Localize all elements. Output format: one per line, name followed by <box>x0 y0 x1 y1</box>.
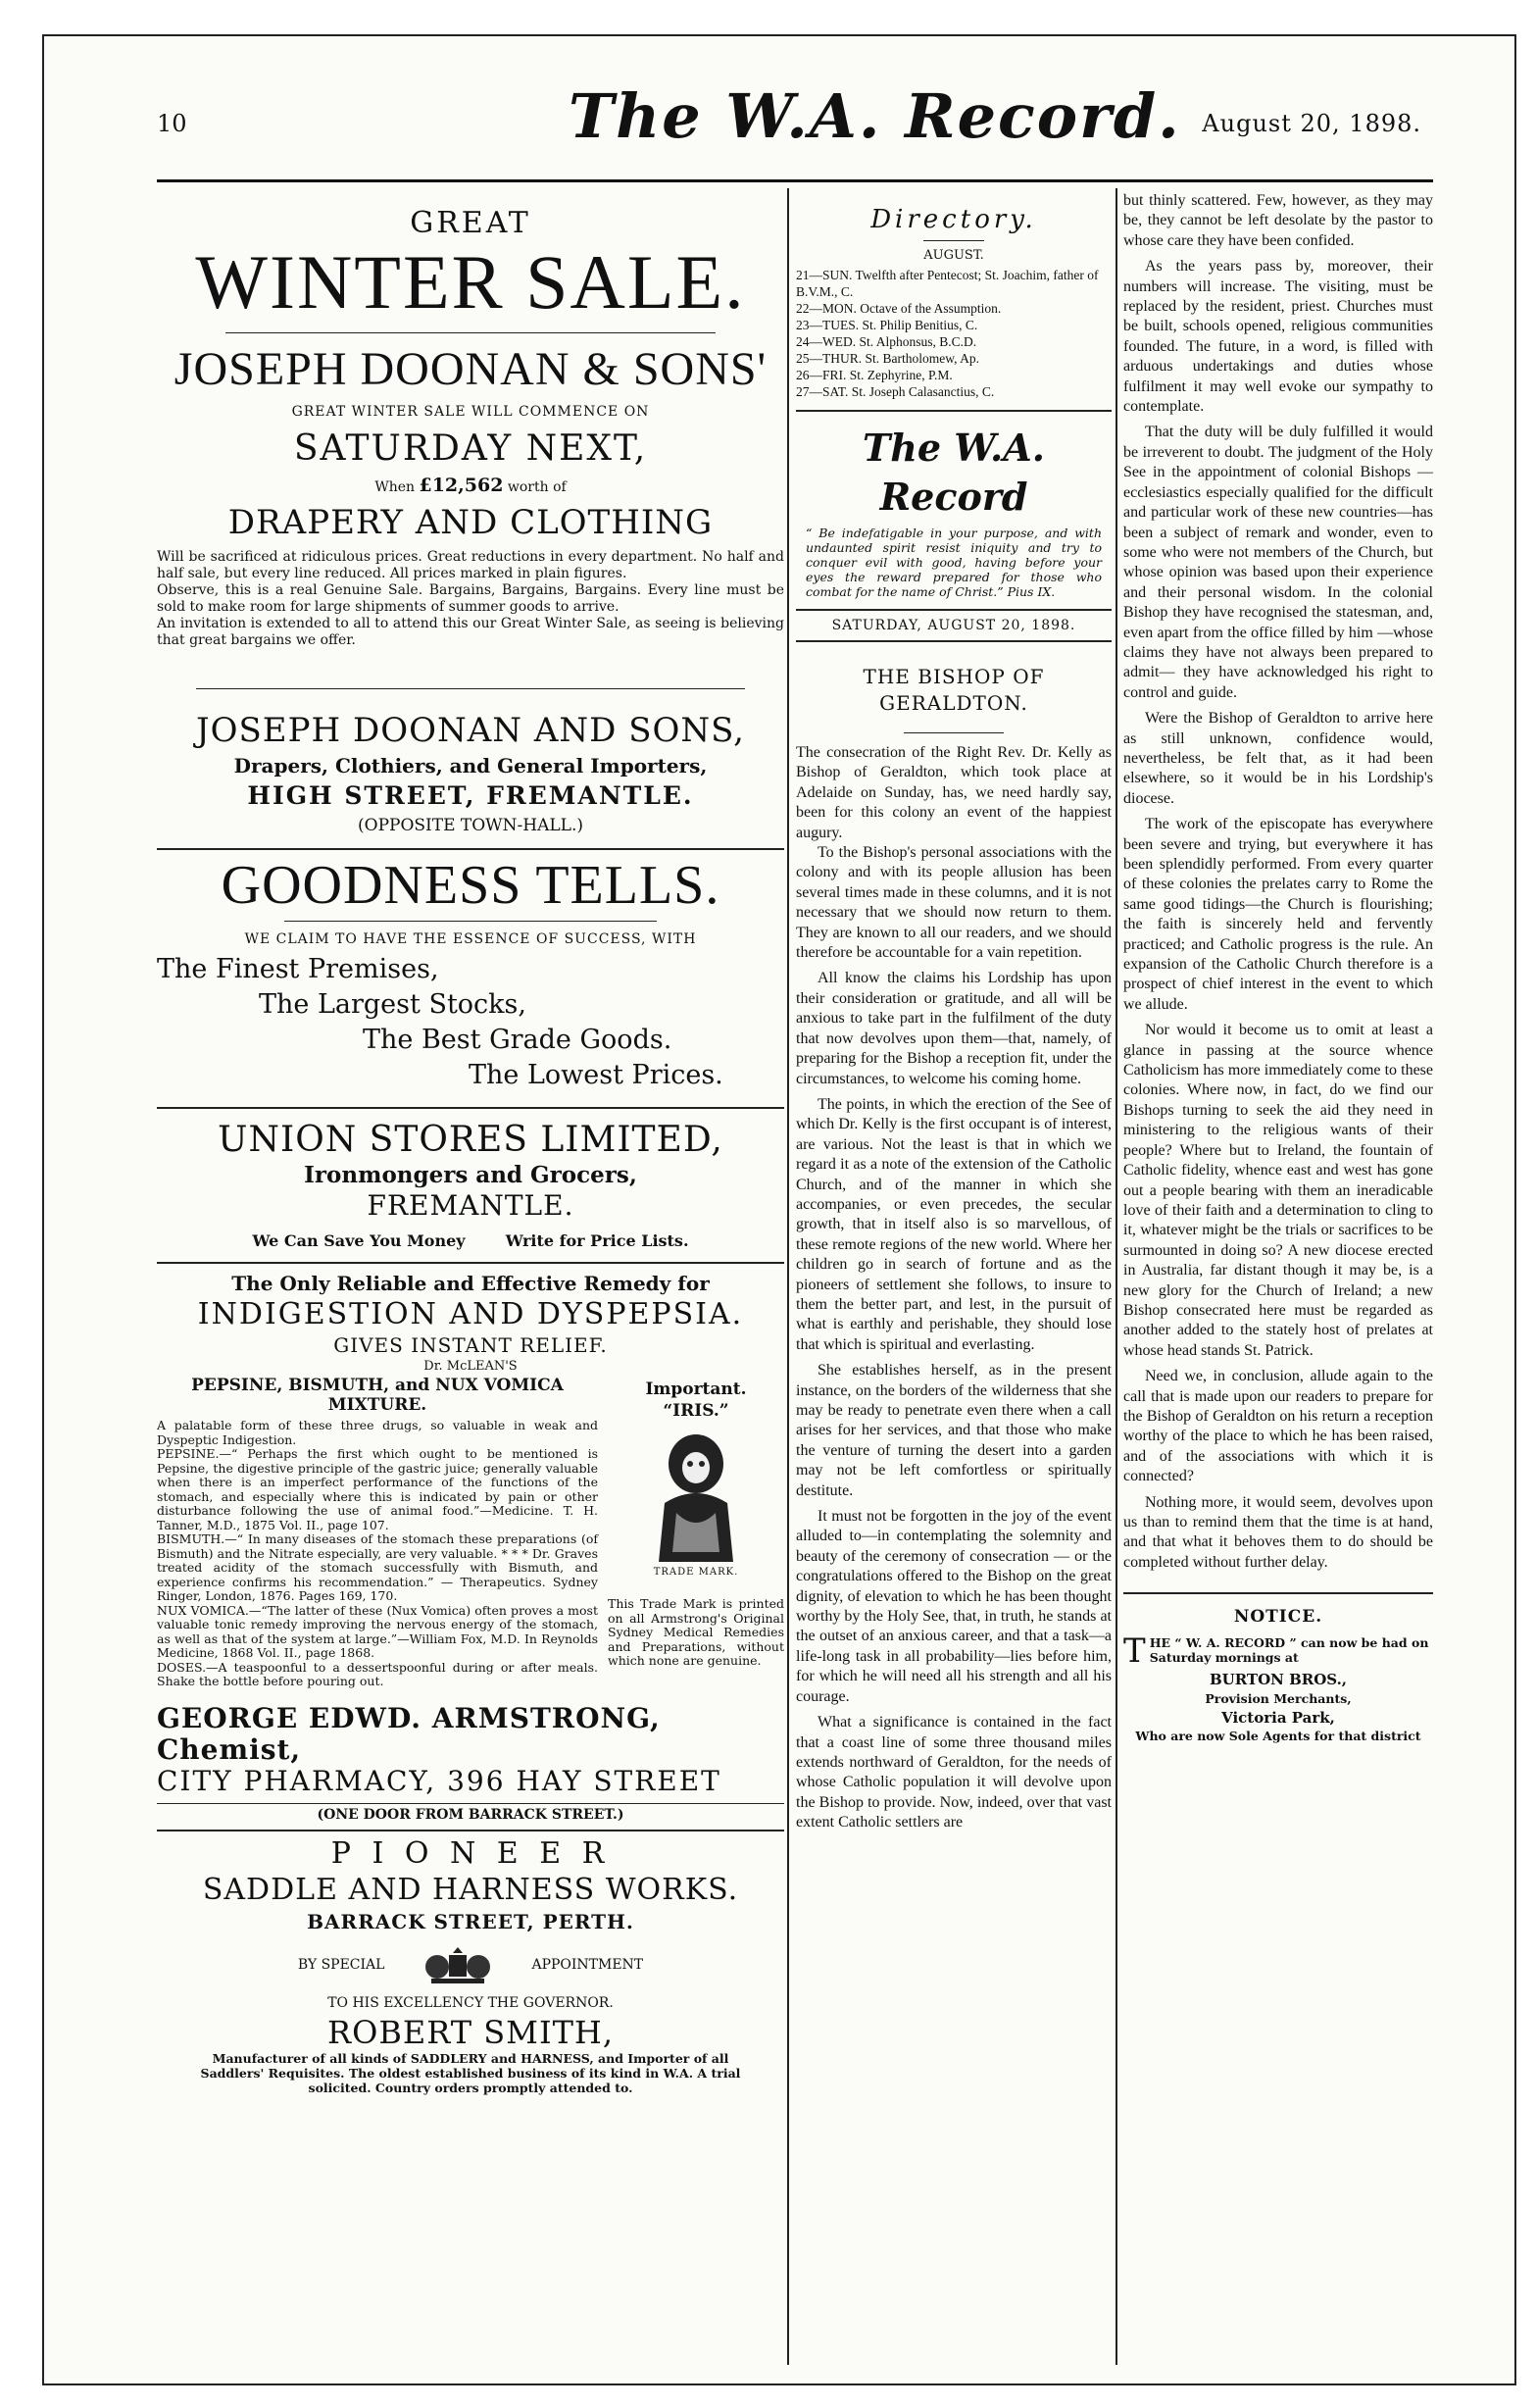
ad-governor: TO HIS EXCELLENCY THE GOVERNOR. <box>327 1994 614 2011</box>
ad-union-trade: Ironmongers and Grocers, <box>304 1162 637 1188</box>
divider <box>196 688 745 689</box>
ad-para-2: Observe, this is a real Genuine Sale. Bargains, Bargains, Bargains. Every line must be sold to make room for large shipments of summer goods to arrive. <box>157 582 784 615</box>
article-paragraph: As the years pass by, moreover, their numbers will increase. The visiting, must be replaced by the resident, priest. Churches must be built, schools opened, religious communities founded. The future, in a word, is filled with arduous undertakings and duties whose fulfilment it may well evoke our sympathy to contemplate. <box>1123 258 1433 416</box>
record-title: The W.A. Record <box>862 426 1045 519</box>
trade-mark-box <box>608 1376 784 1689</box>
ad-nux-quote: NUX VOMICA.—“The latter of these (Nux Vomica) often proves a most valuable tonic remedy improving the nervous energy of the stomach, as well as that of the system at large.”—William Fox, M.D. In Reynolds Medicine, 1868 Vol. II., page 1868. <box>157 1602 598 1660</box>
article-paragraph: To the Bishop's personal associations with the colony and with its people allusion has been several times made in these columns, and it is not necessary that we should now return to them. They are known to all our readers, and we should therefore be accountable for a vain repetition. <box>796 844 1112 962</box>
ad-appointment-row <box>157 1943 784 1986</box>
ad-doses: DOSES.—A teaspoonful to a dessertspoonful during or after meals. Shake the bottle before pouring out. <box>157 1659 598 1688</box>
ad-day: SATURDAY NEXT, <box>293 428 648 469</box>
ad-claim: WE CLAIM TO HAVE THE ESSENCE OF SUCCESS, WITH <box>244 931 697 947</box>
ad-union-footer <box>157 1230 784 1252</box>
goodness-line: The Lowest Prices. <box>469 1060 723 1090</box>
ad-write: Write for Price Lists. <box>505 1231 689 1250</box>
pioneer-ad <box>157 1835 784 2095</box>
ad-opposite: (OPPOSITE TOWN-HALL.) <box>358 816 583 835</box>
divider <box>284 921 657 922</box>
notice-text-2: Who are now Sole Agents for that district <box>1135 1729 1421 1744</box>
article-paragraph: Nothing more, it would seem, devolves upon us than to remind them that the time is at hand, and that what it behoves them to do should be completed without further delay. <box>1123 1493 1433 1571</box>
divider <box>904 732 1004 733</box>
ad-pepsine-maker: Dr. McLEAN'S <box>423 1359 518 1374</box>
ad-firm-name-2: JOSEPH DOONAN AND SONS, <box>196 711 745 750</box>
ad-great: GREAT <box>410 206 531 240</box>
worth-amount: £12,562 <box>419 475 504 496</box>
ad-union-stores: UNION STORES LIMITED, <box>218 1120 723 1160</box>
advert-column <box>157 201 784 2095</box>
ad-by-special: BY SPECIAL <box>297 1956 385 1973</box>
article-paragraph: It must not be forgotten in the joy of the event alluded to—in contemplating the solemnity and beauty of the ceremony of consecration — or the congratulations offered to the Bishop on the great dignity, of elevation to which he has been thought worthy by the Holy See, that, in truth, he stands at the outset of an anxious career, and that a task—a life-long task in all probability—lies before him, for which he will need all his strength and all his courage. <box>796 1508 1112 1705</box>
ad-para-3: An invitation is extended to all to attend this our Great Winter Sale, as seeing is believing that great bargains we offer. <box>157 616 784 648</box>
goodness-ad <box>157 852 784 1252</box>
ad-goods: DRAPERY AND CLOTHING <box>227 503 714 542</box>
iris-trade-mark-icon <box>637 1425 755 1567</box>
ad-trade: Drapers, Clothiers, and General Importers, <box>233 754 708 778</box>
ad-pioneer-desc: Manufacturer of all kinds of SADDLERY and HARNESS, and Importer of all Saddlers' Requisites. The oldest established business of its kind in W.A. A trial solicited. Country orders promptly attended to. <box>200 2050 741 2095</box>
divider <box>225 332 716 333</box>
ad-robert-smith: ROBERT SMITH, <box>327 2013 614 2051</box>
article-paragraph: What a significance is contained in the fact that a coast line of some three thousand miles extends northward of Geraldton, for the needs of whose Catholic population it will devolve upon the Bishop to provide. Now, indeed, over that vast extent Catholic settlers are <box>796 1714 1112 1831</box>
ad-pioneer-street: BARRACK STREET, PERTH. <box>307 1909 634 1933</box>
masthead-date: August 20, 1898. <box>1202 110 1421 137</box>
masthead <box>157 78 1421 176</box>
pepsine-ad <box>157 1270 784 1826</box>
article-paragraph: All know the claims his Lordship has upon their consideration or gratitude, and all will be anxious to take part in the fulfilment of the duty that now devolves upon them—that, namely, of preparing for the Bishop a reception fit, under the circumstances, to welcome his coming home. <box>796 970 1112 1087</box>
ad-trade-mark-label: TRADE MARK. <box>653 1567 739 1578</box>
directory-entry: 27—SAT. St. Joseph Calasanctius, C. <box>796 384 995 399</box>
column-rule-right <box>1116 188 1117 2365</box>
ad-iris: “IRIS.” <box>663 1401 729 1421</box>
ad-pharmacy: CITY PHARMACY, 396 HAY STREET <box>157 1764 721 1797</box>
directory-entry: 21—SUN. Twelfth after Pentecost; St. Joachim, father of B.V.M., C. <box>796 268 1099 299</box>
ad-pepsine-headline: INDIGESTION AND DYSPEPSIA. <box>197 1297 744 1331</box>
goodness-lines <box>157 952 784 1093</box>
article-paragraph: Need we, in conclusion, allude again to the call that is made upon our readers to prepare for the Bishop of Geraldton on his return a reception worthy of the place to which he has been raised, and of the associations with which it is connected? <box>1123 1368 1433 1485</box>
article-title: THE BISHOP OF GERALDTON. <box>863 665 1045 715</box>
notice-heading: NOTICE. <box>1233 1607 1323 1628</box>
notice-text <box>1123 1631 1433 1672</box>
ad-pioneer-works: SADDLE AND HARNESS WORKS. <box>202 1872 739 1907</box>
directory-entry: 26—FRI. St. Zephyrine, P.M. <box>796 368 953 382</box>
ad-important: Important. <box>645 1380 747 1399</box>
directory-entry: 23—TUES. St. Philip Benitius, C. <box>796 318 978 332</box>
article-paragraph: but thinly scattered. Few, however, as they may be, they cannot be left desolate by the pastor to whose care they have been confided. <box>1123 192 1433 249</box>
right-column <box>1123 191 1433 1743</box>
goodness-line: The Finest Premises, <box>157 954 439 984</box>
directory-heading: Directory. <box>870 205 1037 234</box>
divider <box>157 1262 784 1264</box>
ad-save: We Can Save You Money <box>252 1231 466 1250</box>
masthead-rule <box>157 179 1433 182</box>
ad-appointment: APPOINTMENT <box>531 1956 644 1973</box>
worth-prefix: When <box>374 479 416 495</box>
directory-month: AUGUST. <box>923 248 984 263</box>
notice-place: Victoria Park, <box>1221 1709 1335 1728</box>
goodness-line: The Best Grade Goods. <box>363 1025 672 1055</box>
royal-arms-icon <box>423 1943 492 1986</box>
divider <box>157 1107 784 1109</box>
article-right-text <box>1123 191 1433 1573</box>
ad-pepsine-product: PEPSINE, BISMUTH, and NUX VOMICA MIXTURE. <box>191 1376 564 1415</box>
article-paragraph: She establishes herself, as in the present instance, on the borders of the wilderness that she may be ready to penetrate even there when a call arises for her services, and that those who make the venture of turning the desert into a garden may not be left comfortless or spiritually destitute. <box>796 1362 1112 1499</box>
divider <box>1123 1592 1433 1594</box>
divider <box>157 1830 784 1831</box>
page-number: 10 <box>157 110 187 137</box>
masthead-title: The W.A. Record. <box>569 80 1181 152</box>
divider <box>796 640 1112 642</box>
directory-entry: 24—WED. St. Alphonsus, B.C.D. <box>796 334 977 349</box>
ad-trade-note: This Trade Mark is printed on all Armstrong's Original Sydney Medical Remedies and Preparations, without which none are genuine. <box>608 1596 784 1668</box>
notice-text-1: HE “ W. A. RECORD ” can now be had on Saturday mornings at <box>1149 1635 1429 1666</box>
divider <box>796 410 1112 412</box>
notice-initial: T <box>1123 1631 1146 1672</box>
divider <box>157 848 784 850</box>
ad-commence: GREAT WINTER SALE WILL COMMENCE ON <box>291 404 650 420</box>
ad-pepsine-quote: PEPSINE.—“ Perhaps the first which ought to be mentioned is Pepsine, the digestive principle of the gastric juice; generally valuable when there is an imperfect performance of the functions of the stomach, and especially where this is indicated by pain or other disturbance following the use of animal food.”—Medicine. T. H. Tanner, M.D., 1875 Vol. II., page 107. <box>157 1446 598 1532</box>
ad-pepsine-intro: The Only Reliable and Effective Remedy for <box>231 1272 710 1295</box>
winter-sale-ad <box>157 206 784 838</box>
notice-merchant: BURTON BROS., <box>1209 1671 1348 1689</box>
ad-chemist-line <box>157 1703 784 1797</box>
record-date: SATURDAY, AUGUST 20, 1898. <box>831 618 1076 633</box>
directory-list <box>796 267 1112 400</box>
ad-goodness-headline: GOODNESS TELLS. <box>221 855 720 916</box>
ad-street: HIGH STREET, FREMANTLE. <box>247 781 694 810</box>
article-paragraph: The work of the episcopate has everywhere been severe and trying, but everywhere it has been splendidly performed. From every quarter of these colonies the prelates carry to Rome the same good tidings—the Church is flourishing; the faith is sincerely held and fervently practiced; and Catholic progress is the rule. An expansion of the Catholic Church therefore is a prospect of chief interest in the event to which we allude. <box>1123 816 1433 1013</box>
ad-worth <box>157 477 784 496</box>
article-paragraph: Were the Bishop of Geraldton to arrive here as still unknown, confidence would, nevertheless, be felt that, as it had been elsewhere, so it would be in his Lordship's diocese. <box>1123 710 1433 807</box>
ad-para-1: Will be sacrificed at ridiculous prices. Great reductions in every department. No half and half sale, but every line reduced. All prices marked in plain figures. <box>157 549 784 581</box>
ad-union-town: FREMANTLE. <box>367 1189 574 1222</box>
ad-pepsine-relief: GIVES INSTANT RELIEF. <box>333 1333 608 1357</box>
goodness-line: The Largest Stocks, <box>259 989 526 1020</box>
article-paragraph: The consecration of the Right Rev. Dr. Kelly as Bishop of Geraldton, which took place at Adelaide on Sunday, has, we need hardly say, been for this colony an event of the happiest augury. <box>796 744 1112 841</box>
notice-role: Provision Merchants, <box>1205 1691 1352 1707</box>
ad-chemist: GEORGE EDWD. ARMSTRONG, Chemist, <box>157 1701 661 1766</box>
ad-winter-sale-headline: WINTER SALE. <box>195 239 746 325</box>
directory-entry: 22—MON. Octave of the Assumption. <box>796 301 1002 316</box>
ad-bismuth-quote: BISMUTH.—“ In many diseases of the stomach these preparations (of Bismuth) and the Nitrate especially, are very valuable. * * * Dr. Graves treated acidity of the stomach successfully with Bismuth, and experience confirms his recommendation.” — Therapeutics. Sydney Ringer, London, 1876. Pages 169, 170. <box>157 1531 598 1603</box>
column-rule-left <box>787 188 789 2365</box>
worth-suffix: worth of <box>507 479 567 495</box>
pepsine-text <box>157 1376 598 1689</box>
article-mid-text <box>796 743 1112 1833</box>
ad-pepsine-desc: A palatable form of these three drugs, so valuable in weak and Dyspeptic Indigestion. <box>157 1418 598 1447</box>
article-paragraph: Nor would it become us to omit at least a glance in passing at the source whence Catholicism has more immediately come to these colonies. Where now, in fact, do we find our Bishops turning to seek the aid they need in ministering to the religious wants of their people? Where but to Ireland, the fountain of Catholic fidelity, whence east and west has gone out a people bearing with them an ineradicable love of their faith and a determination to cling to it, whatever might be the trials or sacrifices to be surmounted in doing so? A new diocese erected in Australia, far distant though it may be, is a new glory for the Church of Ireland; a new Bishop consecrated here must be regarded as another added to the stately host of prelates at whose head stands St. Patrick. <box>1123 1022 1433 1359</box>
record-motto: “ Be indefatigable in your purpose, and with undaunted spirit resist iniquity and try to conquer evil with good, having before your eyes the reward prepared for those who combat for the name of Christ.” Pius IX. <box>806 526 1102 599</box>
article-paragraph: The points, in which the erection of the See of which Dr. Kelly is the first occupant is of interest, are various. Not the least is that in which we regard it as a note of the extension of the Catholic Church, and of the manner in which she accompanies, or even precedes, the secular growth, that in itself also is so marvellous, of these remote regions of the new world. Where her children go in search of fortune and as the pioneers of settlement she follows, to insure to them the better part, and lest, in the pursuit of what is earthly and perishable, they should lose that which is spiritual and everlasting. <box>796 1095 1112 1353</box>
divider <box>923 240 984 241</box>
ad-door: (ONE DOOR FROM BARRACK STREET.) <box>317 1806 624 1823</box>
ad-pioneer: P I O N E E R <box>330 1835 611 1871</box>
ad-firm-name: JOSEPH DOONAN & SONS' <box>174 343 768 395</box>
article-paragraph: That the duty will be duly fulfilled it would be irreverent to doubt. The judgment of the Holy See in the appointment of colonial Bishops — ecclesiastics especially qualified for the difficult and particular work of these new countries—has been a subject of remark and wonder, even to some who were not members of the Church, but whose opinion was based upon their experience and their personal wisdom. In the colonial Bishop they have recognised the statesman, and, even apart from the office filled by him —whose claims they have not always been prepared to admit— they have acknowledged his right to control and guide. <box>1123 424 1433 701</box>
notice-block <box>1123 1602 1433 1743</box>
directory-entry: 25—THUR. St. Bartholomew, Ap. <box>796 351 979 366</box>
middle-column <box>796 191 1112 1833</box>
